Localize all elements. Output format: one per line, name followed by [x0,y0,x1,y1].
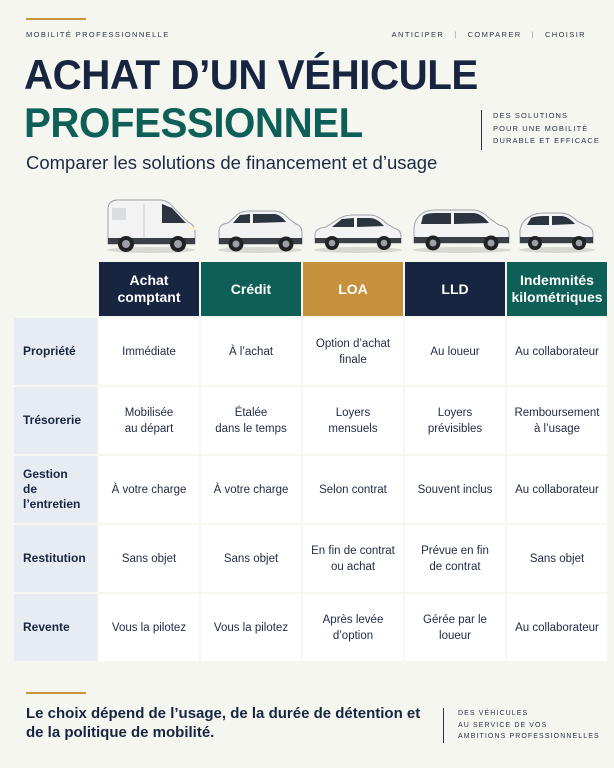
nav-separator: | [531,30,535,39]
table-cell: Immédiate [99,318,199,385]
table-cell: Loyers mensuels [303,387,403,454]
table-cell: Option d’achat finale [303,318,403,385]
kicker: MOBILITÉ PROFESSIONNELLE [26,30,170,39]
table-cell: Gérée par le loueur [405,594,505,661]
column-header-indemnites-kilometriques: Indemnités kilométriques [507,262,607,316]
sedan-icon [312,208,404,254]
bottom-accent-line [26,692,86,694]
tagline-line: DES VÉHICULES [458,710,529,717]
table-cell: Souvent inclus [405,456,505,523]
row-label-tresorerie: Trésorerie [14,387,97,454]
column-header-loa: LOA [303,262,403,316]
hatchback-icon [517,206,597,254]
estate-icon [411,204,513,254]
nav-comparer: COMPARER [467,30,522,39]
table-cell: Sans objet [99,525,199,592]
table-cell: Sans objet [201,525,301,592]
table-cell: Au collaborateur [507,594,607,661]
footer-tagline [443,708,600,743]
tagline-line: AMBITIONS PROFESSIONNELLES [458,733,600,740]
column-header-lld: LLD [405,262,505,316]
side-note-line: DURABLE ET EFFICACE [493,136,601,145]
side-note-line: DES SOLUTIONS [493,111,569,120]
van-icon [104,194,198,254]
table-cell: Vous la pilotez [99,594,199,661]
table-cell: Prévue en fin de contrat [405,525,505,592]
page-subtitle: Comparer les solutions de financement et d’usage [26,152,438,173]
table-cell: Remboursement à l’usage [507,387,607,454]
table-cell: À votre charge [99,456,199,523]
page-title-line1: ACHAT D’UN VÉHICULE [24,51,478,98]
vehicle-row [0,190,614,255]
table-cell: En fin de contrat ou achat [303,525,403,592]
table-cell: Étalée dans le temps [201,387,301,454]
table-cell: Mobilisée au départ [99,387,199,454]
row-label-restitution: Restitution [14,525,97,592]
nav-choisir: CHOISIR [544,30,586,39]
tagline-line: AU SERVICE DE VOS [458,721,548,729]
nav-anticiper: ANTICIPER [391,30,445,39]
top-nav [392,30,586,39]
side-note [481,110,600,150]
row-label-propriete: Propriété [14,318,97,385]
table-cell: Après levée d’option [303,594,403,661]
suv-icon [216,206,304,254]
column-header-credit: Crédit [201,262,301,316]
top-accent-line [26,18,86,20]
table-cell: Au collaborateur [507,456,607,523]
table-cell: Au collaborateur [507,318,607,385]
conclusion-text: Le choix dépend de l’usage, de la durée de détention et de la politique de mobilité. [26,705,421,741]
table-cell: Loyers prévisibles [405,387,505,454]
table-cell: Selon contrat [303,456,403,523]
side-note-line: POUR UNE MOBILITÉ [493,123,589,133]
row-label-gestion-de-l-entretien: Gestion de l’entretien [14,456,97,523]
table-cell: À l’achat [201,318,301,385]
page-title-line2: PROFESSIONNEL [24,99,363,146]
table-cell: Au loueur [405,318,505,385]
row-label-revente: Revente [14,594,97,661]
column-header-achat-comptant: Achat comptant [99,262,199,316]
nav-separator: | [454,30,458,39]
table-cell: Sans objet [507,525,607,592]
table-cell: Vous la pilotez [201,594,301,661]
table-cell: À votre charge [201,456,301,523]
